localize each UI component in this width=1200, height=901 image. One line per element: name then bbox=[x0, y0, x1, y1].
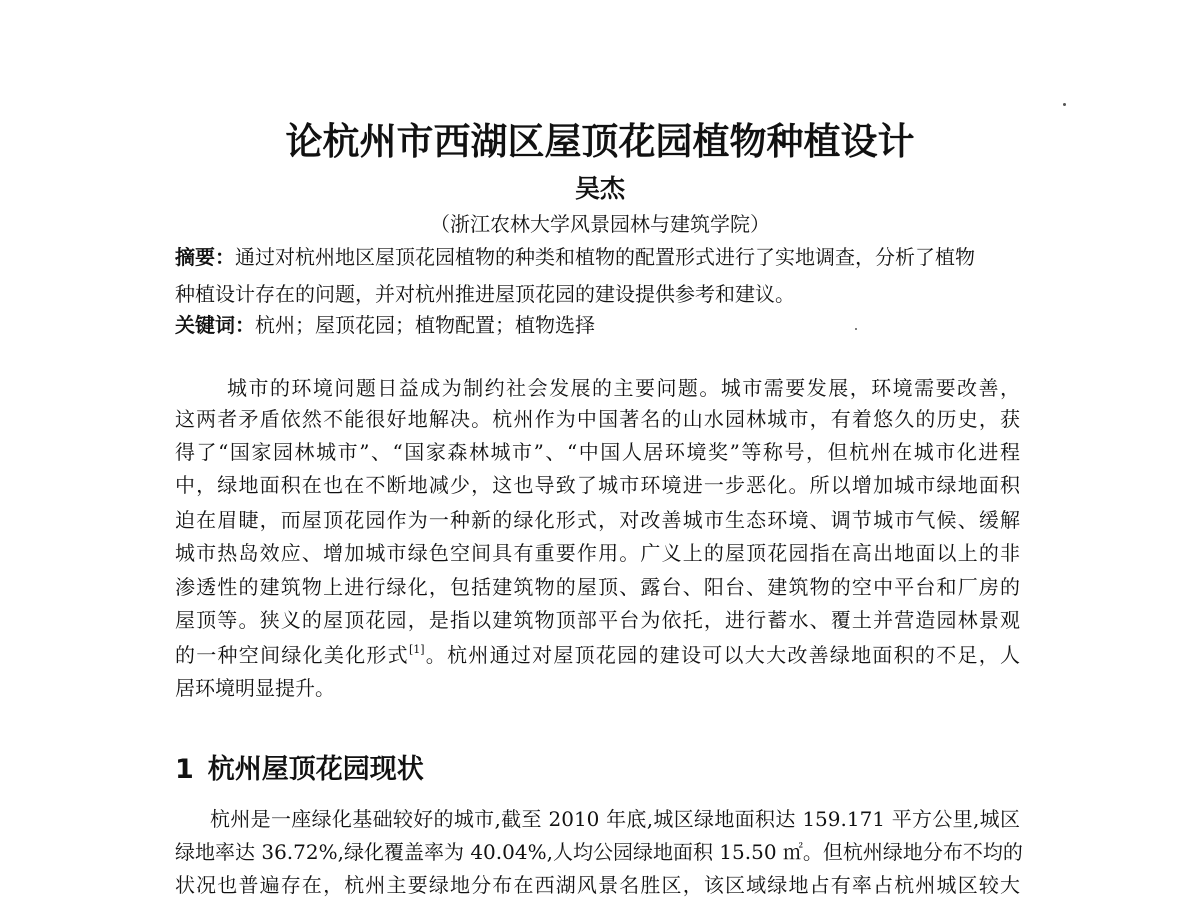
section-number: 1 bbox=[175, 754, 194, 785]
author-name: 吴杰 bbox=[574, 174, 625, 203]
abstract-text: 通过对杭州地区屋顶花园植物的种类和植物的配置形式进行了实地调查，分析了植物 bbox=[235, 245, 975, 269]
keywords-line bbox=[175, 310, 1025, 340]
section-heading bbox=[175, 752, 424, 788]
citation-ref: [1] bbox=[408, 643, 425, 656]
paper-title: 论杭州市西湖区屋顶花园植物种植设计 bbox=[285, 120, 915, 163]
keywords-label: 关键词： bbox=[175, 313, 255, 337]
intro-line-1: 城市的环境问题日益成为制约社会发展的主要问题。城市需要发展，环境需要改善， bbox=[227, 376, 1020, 400]
author-affiliation: （浙江农林大学风景园林与建筑学院） bbox=[430, 212, 770, 236]
section-title: 杭州屋顶花园现状 bbox=[207, 754, 424, 785]
keywords-text: 杭州；屋顶花园；植物配置；植物选择 bbox=[255, 313, 595, 337]
abstract-label: 摘要： bbox=[175, 245, 235, 269]
intro-line-9 bbox=[175, 640, 1020, 670]
intro-line-8: 屋顶等。狭义的屋顶花园，是指以建筑物顶部平台为依托，进行蓄水、覆土并营造园林景观 bbox=[175, 608, 1020, 632]
scan-speck bbox=[1063, 103, 1066, 106]
intro-line-9-part-a: 的一种空间绿化美化形式 bbox=[175, 643, 409, 667]
intro-line-7: 渗透性的建筑物上进行绿化，包括建筑物的屋顶、露台、阳台、建筑物的空中平台和厂房的 bbox=[175, 575, 1020, 599]
intro-line-2: 这两者矛盾依然不能很好地解决。杭州作为中国著名的山水园林城市，有着悠久的历史，获 bbox=[175, 407, 1020, 431]
section-line-1: 杭州是一座绿化基础较好的城市,截至 2010 年底,城区绿地面积达 159.171 平方公里,城区 bbox=[210, 807, 1020, 831]
intro-line-4: 中，绿地面积在也在不断地减少，这也导致了城市环境进一步恶化。所以增加城市绿地面积 bbox=[175, 473, 1020, 497]
section-line-2: 绿地率达 36.72%,绿化覆盖率为 40.04%,人均公园绿地面积 15.50 ㎡。但杭州绿地分布不均的 bbox=[175, 840, 1023, 864]
intro-line-5: 迫在眉睫，而屋顶花园作为一种新的绿化形式，对改善城市生态环境、调节城市气候、缓解 bbox=[175, 508, 1020, 532]
intro-line-10: 居环境明显提升。 bbox=[175, 676, 335, 700]
intro-line-3: 得了“国家园林城市”、“国家森林城市”、“中国人居环境奖”等称号，但杭州在城市化进程 bbox=[175, 440, 1020, 464]
intro-line-9-part-b: 。杭州通过对屋顶花园的建设可以大大改善绿地面积的不足，人 bbox=[424, 643, 1021, 667]
abstract-line-1 bbox=[175, 242, 1025, 272]
section-line-3: 状况也普遍存在，杭州主要绿地分布在西湖风景名胜区，该区域绿地占有率占杭州城区较大 bbox=[175, 873, 1020, 897]
abstract-line-2: 种植设计存在的问题，并对杭州推进屋顶花园的建设提供参考和建议。 bbox=[175, 282, 795, 306]
scan-speck bbox=[855, 328, 857, 330]
intro-line-6: 城市热岛效应、增加城市绿色空间具有重要作用。广义上的屋顶花园指在高出地面以上的非 bbox=[175, 541, 1020, 565]
